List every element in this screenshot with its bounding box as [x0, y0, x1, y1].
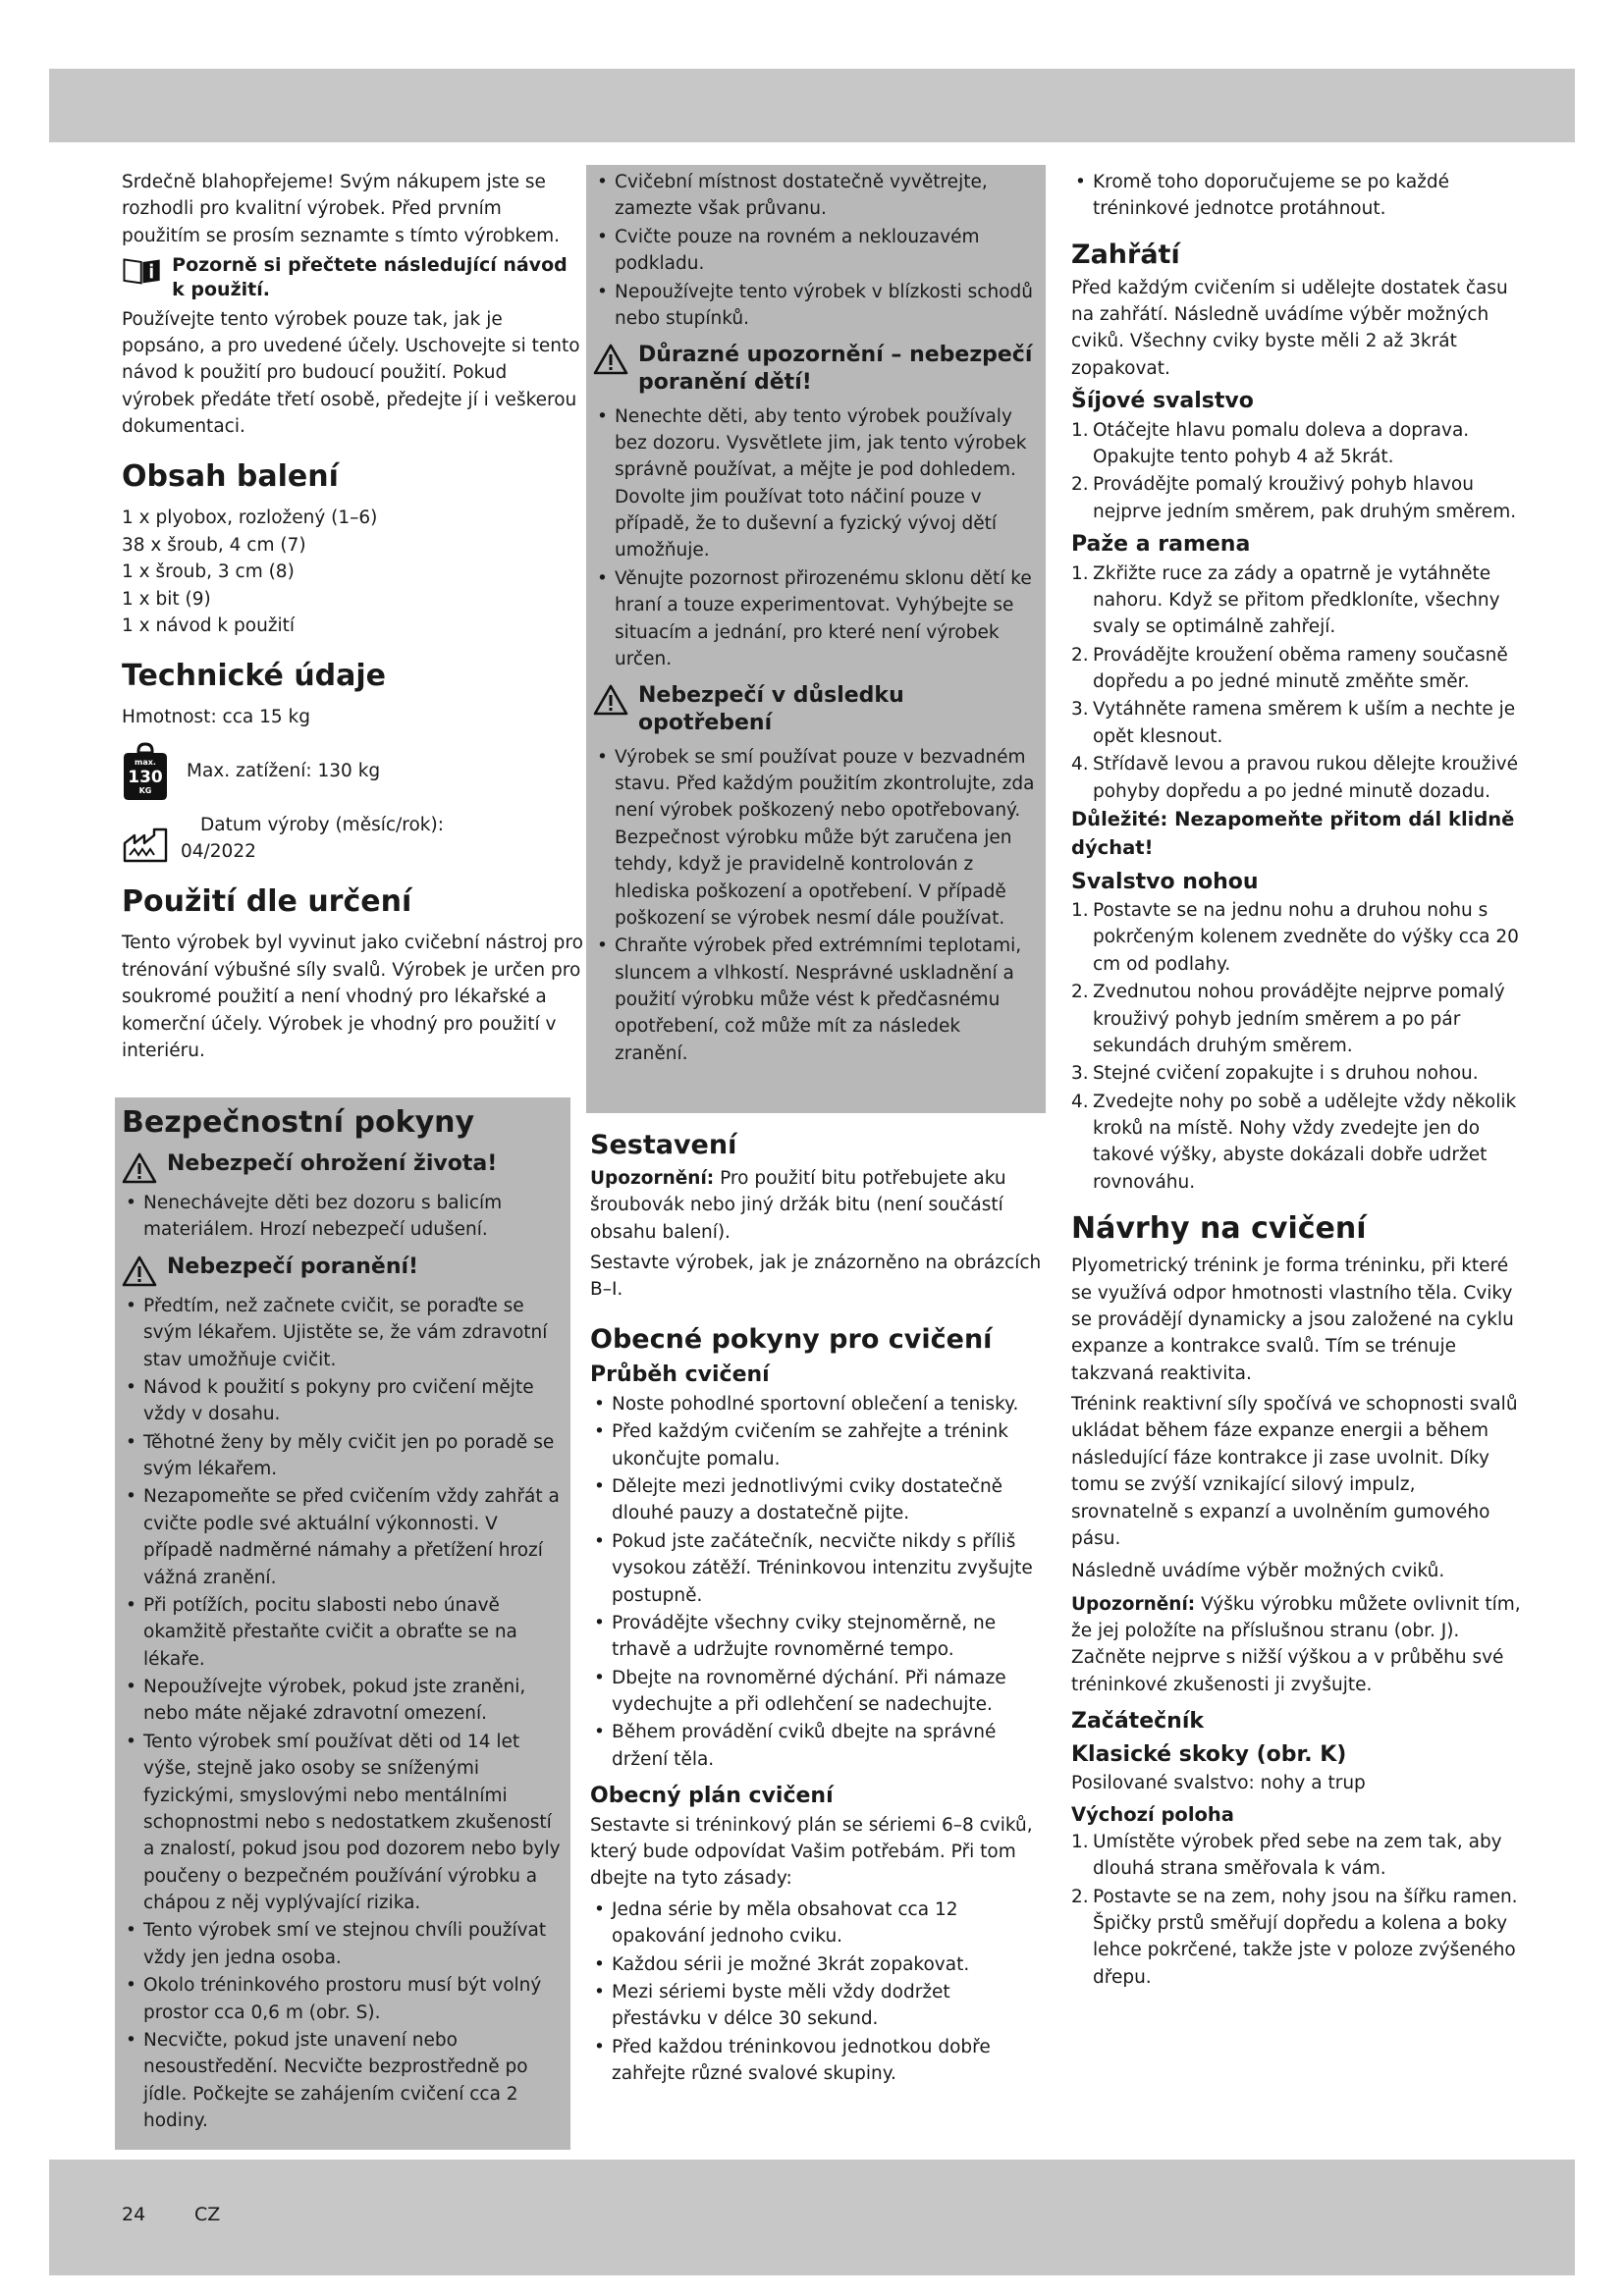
- list-item: 1. Umístěte výrobek před sebe na zem tak, aby dlouhá strana směřovala k vám.: [1071, 1831, 1502, 1880]
- list-item: • Noste pohodlné sportovní oblečení a tenisky.: [590, 1391, 1044, 1417]
- list-item: • Nenechte děti, aby tento výrobek používaly bez dozoru. Vysvětlete jim, jak tento výrobek správně používat, a mějte je pod dohledem. Dovolte jim používat toto náčiní pouze v případě, že to duševní a fyzický vývoj dětí umožňuje.: [593, 403, 1037, 564]
- list-item: • Cvičte pouze na rovném a neklouzavém podkladu.: [593, 224, 1037, 278]
- list-item: • Mezi sériemi byste měli vždy dodržet přestávku v délce 30 sekund.: [590, 1979, 1044, 2033]
- warmup-text: Před každým cvičením si udělejte dostatek času na zahřátí. Následně uvádíme výběr možných cviků. Všechny cviky byste měli 2 až 3krát zopakovat.: [1071, 277, 1508, 379]
- height-note-label: Upozornění:: [1071, 1593, 1196, 1615]
- assembly-note-label: Upozornění:: [590, 1167, 715, 1189]
- list-item: 1. Otáčejte hlavu pomalu doleva a doprava. Opakujte tento pohyb 4 až 5krát.: [1071, 419, 1470, 467]
- list-item: • Okolo tréninkového prostoru musí být volný prostor cca 0,6 m (obr. S).: [122, 1972, 566, 2026]
- contents-list: [122, 505, 583, 639]
- contents-heading: Obsah balení: [122, 459, 339, 495]
- list-item: 3. Stejné cvičení zopakujte i s druhou nohou.: [1071, 1063, 1479, 1085]
- plan-heading: Obecný plán cvičení: [590, 1784, 834, 1809]
- children-list: [593, 403, 1037, 673]
- list-item: • Nepoužívejte tento výrobek v blízkosti schodů nebo stupínků.: [593, 279, 1037, 333]
- contents-item: 38 x šroub, 4 cm (7): [122, 534, 306, 556]
- plan-list: [590, 1896, 1044, 2088]
- contents-item: 1 x plyobox, rozložený (1–6): [122, 507, 378, 529]
- safety-section: [122, 1101, 566, 2135]
- book-info-icon: [122, 253, 162, 289]
- column-right: [1071, 169, 1523, 1992]
- list-item: 4. Zvedejte nohy po sobě a udělejte vždy několik kroků na místě. Nohy vždy zvedejte jen do takové výšky, abyste dokázali dobře udržet rovnováhu.: [1071, 1091, 1517, 1193]
- read-instructions-note: [122, 253, 583, 301]
- list-item: • Těhotné ženy by měly cvičit jen po poradě se svým lékařem.: [122, 1429, 566, 1483]
- production-date: 04/2022: [181, 841, 256, 862]
- suggestions-p1: Plyometrický trénink je forma tréninku, při které se využívá odpor hmotnosti vlastního těla. Cviky se provádějí dynamicky a jsou založené na cyklu expanze a kontrakce svalů. Tím se trénuje takzvaná reaktivita.: [1071, 1255, 1514, 1384]
- warmup-heading: Zahřátí: [1071, 239, 1180, 270]
- list-item: • Nezapomeňte se před cvičením vždy zahřát a cvičte podle své aktuální výkonnosti. V případě nadměrné námahy a přetížení hrozí vážná zranění.: [122, 1483, 566, 1591]
- danger-life-list: [122, 1190, 566, 1244]
- list-item: • Předtím, než začnete cvičit, se poraďte se svým lékařem. Ujistěte se, že vám zdravotní stav umožňuje cvičit.: [122, 1293, 566, 1373]
- list-item: 2. Provádějte kroužení oběma rameny současně dopředu a po jedné minutě změňte směr.: [1071, 644, 1508, 692]
- list-item: • Tento výrobek smí ve stejnou chvíli používat vždy jen jedna osoba.: [122, 1917, 566, 1971]
- warning-triangle-icon: [593, 684, 628, 716]
- load-icon-top-text: max.: [135, 757, 156, 767]
- wear-list: [593, 744, 1037, 1068]
- assembly-text: Sestavte výrobek, jak je znázorněno na obrázcích B–I.: [590, 1252, 1042, 1301]
- course-list: [590, 1391, 1044, 1773]
- read-instructions-text: Pozorně si přečtete následující návod k použití.: [172, 254, 568, 300]
- warning-triangle-icon: [593, 344, 628, 375]
- list-item: • Necvičte, pokud jste unavení nebo nesoustředění. Necvičte bezprostředně po jídle. Počkejte se zahájením cvičení cca 2 hodiny.: [122, 2027, 566, 2135]
- wear-warning-title: Nebezpečí v důsledku opotřebení: [638, 683, 904, 736]
- danger-injury-list: [122, 1293, 566, 2135]
- arms-list: [1071, 561, 1523, 805]
- list-item: 2. Zvednutou nohou provádějte nejprve pomalý krouživý pohyb jedním směrem a po pár sekundách druhým směrem.: [1071, 982, 1505, 1056]
- weight-text: Hmotnost: cca 15 kg: [122, 707, 310, 728]
- wear-warning: [593, 682, 1037, 737]
- suggestions-heading: Návrhy na cvičení: [1071, 1211, 1367, 1247]
- production-date-icon: [122, 826, 171, 865]
- plan-text: Sestavte si tréninkový plán se sériemi 6–8 cviků, který bude odpovídat Vašim potřebám. Při tom dbejte na tyto zásady:: [590, 1814, 1033, 1890]
- list-item: 3. Vytáhněte ramena směrem k uším a nechte je opět klesnout.: [1071, 699, 1516, 747]
- list-item: 4. Střídavě levou a pravou rukou dělejte krouživé pohyby dopředu a po jedné minutě dozadu.: [1071, 754, 1518, 802]
- children-warning: [593, 342, 1037, 397]
- list-item: • Návod k použití s pokyny pro cvičení mějte vždy v dosahu.: [122, 1374, 566, 1428]
- load-icon-value: 130: [128, 767, 163, 787]
- language-code: CZ: [194, 2204, 221, 2225]
- list-item: • Výrobek se smí používat pouze v bezvadném stavu. Před každým použitím zkontrolujte, zda není výrobek poškozený nebo opotřebovaný. Bezpečnost výrobku může být zaručena jen tehdy, když je pravidelně kontrolován z hlediska poškození a opotřebení. V případě poškození se výrobek nesmí dále používat.: [593, 744, 1037, 933]
- start-list: [1071, 1829, 1523, 1991]
- list-item: • Kromě toho doporučujeme se po každé tréninkové jednotce protáhnout.: [1071, 169, 1523, 223]
- load-icon-unit: KG: [138, 785, 152, 795]
- list-item: • Dělejte mezi jednotlivými cviky dostatečně dlouhé pauzy a dostatečně pijte.: [590, 1473, 1044, 1527]
- list-item: • Pokud jste začátečník, necvičte nikdy s příliš vysokou zátěží. Tréninkovou intenzitu zvyšujte postupně.: [590, 1528, 1044, 1609]
- list-item: • Nepoužívejte výrobek, pokud jste zraněni, nebo máte nějaké zdravotní omezení.: [122, 1674, 566, 1728]
- danger-life-warning: [122, 1150, 566, 1184]
- stretch-list: [1071, 169, 1523, 223]
- jumps-subtitle: Posilované svalstvo: nohy a trup: [1071, 1773, 1366, 1794]
- suggestions-p2: Trénink reaktivní síly spočívá ve schopnosti svalů ukládat během fáze expanze energii a během následující fáze kontrakce ji zase uvolnit. Díky tomu se zvýší vznikající silový impulz, srovnatelně s expanzí a uvolněním gumového pásu.: [1071, 1394, 1518, 1549]
- production-label: Datum výroby (měsíc/rok):: [200, 814, 444, 835]
- list-item: • Každou sérii je možné 3krát zopakovat.: [590, 1951, 1044, 1978]
- beginner-heading: Začátečník: [1071, 1709, 1204, 1735]
- usage-text: Používejte tento výrobek pouze tak, jak je popsáno, a pro uvedené účely. Uschovejte si tento návod k použití pro budoucí použití. Pokud výrobek předáte třetí osobě, předejte jí i veškerou dokumentaci.: [122, 308, 580, 437]
- jumps-heading: Klasické skoky (obr. K): [1071, 1741, 1347, 1767]
- max-load-row: [122, 741, 583, 802]
- danger-injury-warning: [122, 1254, 566, 1287]
- page-number: 24: [122, 2204, 146, 2225]
- list-item: 2. Postavte se na zem, nohy jsou na šířku ramen. Špičky prstů směřují dopředu a kolena a boky lehce pokrčené, takže jste v poloze zvýšeného dřepu.: [1071, 1886, 1518, 1988]
- list-item: • Při potížích, pocitu slabosti nebo únavě okamžitě přestaňte cvičit a obraťte se na lékaře.: [122, 1592, 566, 1673]
- list-item: • Jedna série by měla obsahovat cca 12 opakování jednoho cviku.: [590, 1896, 1044, 1950]
- list-item: 2. Provádějte pomalý krouživý pohyb hlavou nejprve jedním směrem, pak druhým směrem.: [1071, 474, 1517, 522]
- neck-list: [1071, 417, 1523, 526]
- list-item: • Tento výrobek smí používat děti od 14 let výše, stejně jako osoby se sníženými fyzickými, smyslovými nebo mentálními schopnostmi nebo s nedostatkem zkušeností a znalostí, pokud jsou pod dozorem nebo byly poučeny o bezpečném používání výrobku a chápou z něj vyplývající rizika.: [122, 1729, 566, 1917]
- footer-band: [49, 2160, 1575, 2275]
- list-item: • Nenechávejte děti bez dozoru s balicím materiálem. Hrozí nebezpečí udušení.: [122, 1190, 566, 1244]
- list-item: • Před každou tréninkovou jednotkou dobře zahřejte různé svalové skupiny.: [590, 2034, 1044, 2088]
- important-note: Důležité: Nezapomeňte přitom dál klidně dýchat!: [1071, 807, 1515, 859]
- max-load-text: Max. zatížení: 130 kg: [187, 760, 381, 781]
- list-item: • Provádějte všechny cviky stejnoměrně, ne trhavě a udržujte rovnoměrné tempo.: [590, 1610, 1044, 1664]
- danger-life-title: Nebezpečí ohrožení života!: [167, 1151, 498, 1176]
- tech-heading: Technické údaje: [122, 659, 387, 694]
- contents-item: 1 x bit (9): [122, 588, 211, 610]
- column-middle-lower: [590, 1119, 1044, 2088]
- course-heading: Průběh cvičení: [590, 1362, 770, 1388]
- warning-triangle-icon: [122, 1255, 157, 1287]
- neck-heading: Šíjové svalstvo: [1071, 389, 1254, 413]
- production-date-row: [122, 812, 583, 866]
- assembly-heading: Sestavení: [590, 1130, 737, 1160]
- general-heading: Obecné pokyny pro cvičení: [590, 1323, 993, 1355]
- height-note: [1071, 1591, 1523, 1699]
- warning-triangle-icon: [122, 1152, 157, 1184]
- list-item: 1. Zkřižte ruce za zády a opatrně je vytáhněte nahoru. Když se přitom předkloníte, všechny svaly se optimálně zahřejí.: [1071, 562, 1500, 638]
- list-item: • Věnujte pozornost přirozenému sklonu dětí ke hraní a touze experimentovat. Vyhýbejte se situacím a jednání, pro které není výrobek určen.: [593, 565, 1037, 673]
- list-item: • Během provádění cviků dbejte na správné držení těla.: [590, 1719, 1044, 1773]
- list-item: • Cvičební místnost dostatečně vyvětrejte, zamezte však průvanu.: [593, 169, 1037, 223]
- suggestions-p3: Následně uvádíme výběr možných cviků.: [1071, 1561, 1445, 1582]
- danger-injury-title: Nebezpečí poranění!: [167, 1254, 419, 1279]
- header-band: [49, 69, 1575, 142]
- intro-text: Srdečně blahopřejeme! Svým nákupem jste se rozhodli pro kvalitní výrobek. Před prvním použitím se prosím seznamte s tímto výrobkem.: [122, 172, 560, 246]
- arms-heading: Paže a ramena: [1071, 532, 1251, 557]
- assembly-note-text: Pro použití bitu potřebujete aku šroubovák nebo jiný držák bitu (není součástí obsahu balení).: [590, 1167, 1006, 1243]
- column-middle: [593, 169, 1037, 1068]
- list-item: • Dbejte na rovnoměrné dýchání. Při námaze vydechujte a při odlehčení se nadechujte.: [590, 1665, 1044, 1719]
- assembly-note: [590, 1165, 1044, 1246]
- weight-load-icon: [122, 741, 169, 802]
- column-left: [122, 169, 583, 1068]
- legs-list: [1071, 897, 1523, 1196]
- intended-use-text: Tento výrobek byl vyvinut jako cvičební nástroj pro trénování výbušné síly svalů. Výrobek je určen pro soukromé použití a není vhodný pro lékařské a komerční účely. Výrobek je vhodný pro použití v interiéru.: [122, 933, 583, 1061]
- list-item: • Chraňte výrobek před extrémními teplotami, sluncem a vlhkostí. Nesprávné uskladnění a použití výrobku může vést k předčasnému opotřebení, což může mít za následek zranění.: [593, 933, 1037, 1067]
- safety-heading: Bezpečnostní pokyny: [122, 1105, 475, 1140]
- height-note-text: Výšku výrobku můžete ovlivnit tím, že jej položíte na příslušnou stranu (obr. J). Začněte nejprve s nižší výškou a v průběhu své tréninkové zkušenosti ji zvyšujte.: [1071, 1593, 1521, 1695]
- list-item: 1. Postavte se na jednu nohu a druhou nohu s pokrčeným kolenem zvedněte do výšky cca 20 cm od podlahy.: [1071, 900, 1519, 975]
- intended-use-heading: Použití dle určení: [122, 884, 412, 920]
- children-warning-title: Důrazné upozornění – nebezpečí poranění dětí!: [638, 343, 1033, 396]
- contents-item: 1 x šroub, 3 cm (8): [122, 561, 295, 583]
- legs-heading: Svalstvo nohou: [1071, 869, 1259, 894]
- contents-item: 1 x návod k použití: [122, 614, 296, 636]
- list-item: • Před každým cvičením se zahřejte a trénink ukončujte pomalu.: [590, 1418, 1044, 1472]
- start-heading: Výchozí poloha: [1071, 1802, 1234, 1826]
- room-safety-list: [593, 169, 1037, 332]
